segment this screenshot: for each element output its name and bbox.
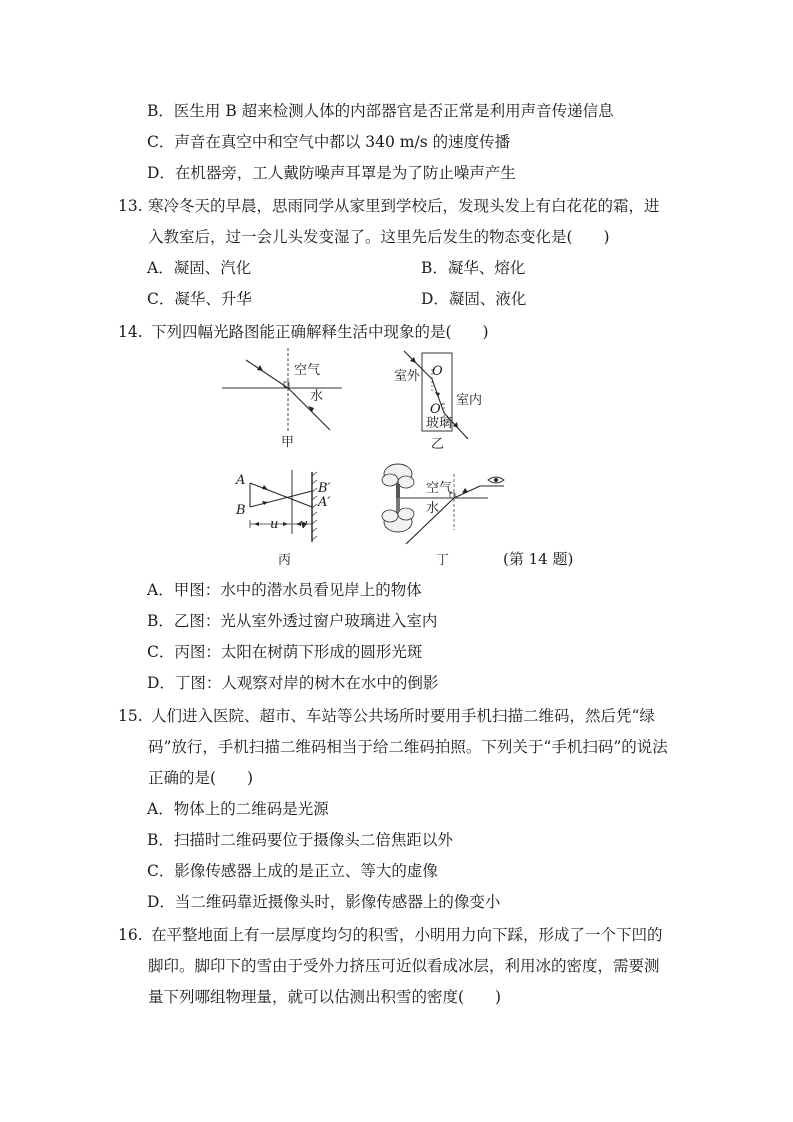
q16-stem-line1: 在平整地面上有一层厚度均匀的积雪，小明用力向下踩，形成了一个下凹的 [151, 926, 663, 944]
q14-figure-caption: (第 14 题) [503, 550, 574, 568]
q14-option-b: B．乙图：光从室外透过窗户玻璃进入室内 [147, 612, 438, 630]
q15-number: 15. [118, 707, 143, 725]
q15-option-b: B．扫描时二维码要位于摄像头二倍焦距以外 [147, 831, 453, 849]
q13-option-c: C．凝华、升华 [147, 290, 252, 308]
figure-ding [376, 460, 512, 570]
q15-stem-line2: 码”放行，手机扫描二维码相当于给二维码拍照。下列关于“手机扫码”的说法 [148, 738, 668, 756]
q14-option-a: A．甲图：水中的潜水员看见岸上的物体 [147, 581, 422, 599]
figure-yi-point-o-prime: O′ [430, 402, 444, 417]
figure-bing-point-a-prime: A′ [318, 495, 331, 510]
q13-stem-line1: 寒冷冬天的早晨，思雨同学从家里到学校后，发现头发上有白花花的霜，进 [148, 197, 660, 215]
q14-stem-line1: 下列四幅光路图能正确解释生活中现象的是( ) [151, 323, 489, 341]
figure-yi-indoor-label: 室内 [456, 393, 483, 408]
q12-option-b: B．医生用 B 超来检测人体的内部器官是否正常是利用声音传递信息 [147, 102, 614, 120]
figure-bing-point-b-prime: B′ [318, 481, 331, 496]
q15-option-c: C．影像传感器上成的是正立、等大的虚像 [147, 862, 438, 880]
q15-stem-line1: 人们进入医院、超市、车站等公共场所时要用手机扫描二维码，然后凭“绿 [151, 707, 655, 725]
figure-ding-water-label: 水 [426, 501, 440, 516]
figure-yi-point-o: O [432, 364, 443, 379]
q15-stem-line3: 正确的是( ) [148, 769, 254, 787]
figure-yi-outdoor-label: 室外 [394, 369, 421, 384]
q13-option-b: B．凝华、熔化 [421, 259, 526, 277]
figure-bing-point-b: B [236, 503, 246, 518]
figure-jia-diagram [222, 348, 342, 448]
figure-bing-v-label: v [300, 517, 308, 532]
q13-option-a: A．凝固、汽化 [147, 259, 252, 277]
figure-bing-point-a: A [236, 473, 246, 488]
figure-ding-air-label: 空气 [426, 481, 453, 496]
q14-option-d: D．丁图：人观察对岸的树木在水中的倒影 [147, 674, 439, 692]
q16-number: 16. [118, 926, 143, 944]
figure-bing-u-label: u [270, 517, 279, 532]
figure-jia [222, 348, 342, 448]
q12-option-d: D．在机器旁，工人戴防噪声耳罩是为了防止噪声产生 [147, 164, 516, 182]
q14-option-c: C．丙图：太阳在树荫下形成的圆形光斑 [147, 643, 423, 661]
q14-number: 14. [118, 323, 143, 341]
q12-option-c: C．声音在真空中和空气中都以 340 m/s 的速度传播 [147, 133, 511, 151]
figure-yi [394, 347, 494, 453]
q16-stem-line2: 脚印。脚印下的雪由于受外力挤压可近似看成冰层，利用冰的密度，需要测 [148, 957, 660, 975]
figure-yi-glass-label: 玻璃 [426, 416, 453, 431]
q13-number: 13. [118, 197, 143, 215]
figure-yi-caption: 乙 [431, 437, 445, 452]
q15-option-a: A．物体上的二维码是光源 [147, 800, 329, 818]
figure-jia-caption: 甲 [281, 435, 295, 450]
q15-option-d: D．当二维码靠近摄像头时，影像传感器上的像变小 [147, 893, 501, 911]
figure-jia-water-label: 水 [310, 389, 324, 404]
figure-ding-caption: 丁 [436, 553, 450, 568]
q16-stem-line3: 量下列哪组物理量，就可以估测出积雪的密度( ) [148, 988, 502, 1006]
figure-jia-air-label: 空气 [294, 363, 321, 378]
figure-bing-caption: 丙 [278, 553, 292, 568]
q13-stem-line2: 入教室后，过一会儿头发变湿了。这里先后发生的物态变化是( ) [148, 228, 610, 246]
figure-bing [232, 468, 342, 568]
q13-option-d: D．凝固、液化 [421, 290, 527, 308]
